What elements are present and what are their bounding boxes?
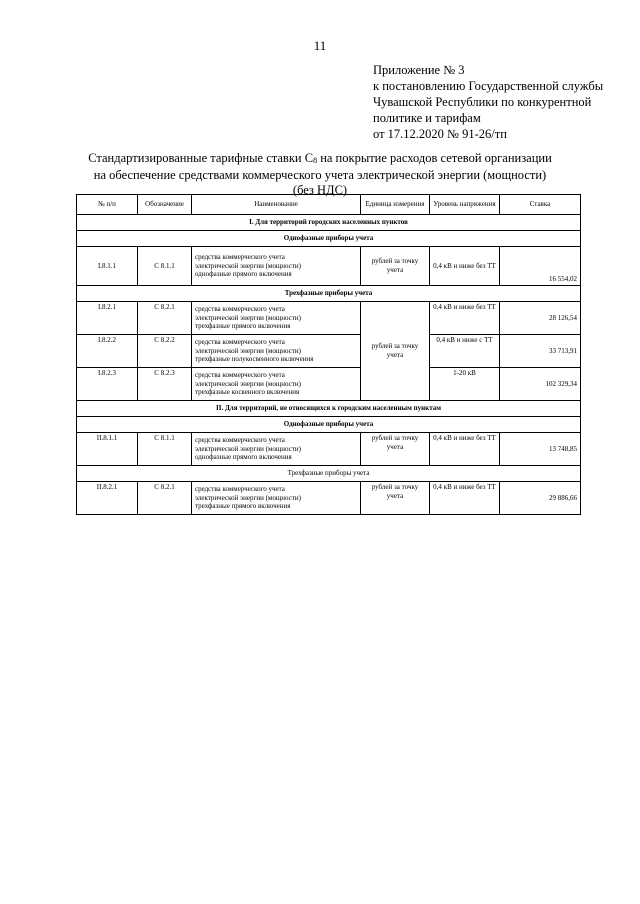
section-title: II. Для территорий, не относящихся к городским населенным пунктам (77, 401, 581, 417)
table-header-row (77, 195, 581, 215)
cell-unit: рублей за точку учета (361, 433, 430, 466)
cell-code: С 8.1.1 (138, 433, 192, 466)
cell-num: I.8.1.1 (77, 247, 138, 286)
title-line-1: Стандартизированные тарифные ставки $С_8$ на покрытие расходов сетевой организации (88, 151, 552, 165)
cell-num: II.8.2.1 (77, 482, 138, 515)
subsection-row (77, 466, 581, 482)
cell-unit: рублей за точку учета (361, 482, 430, 515)
appendix-line: политике и тарифам (373, 111, 481, 125)
appendix-line: к постановлению Государственной службы (373, 79, 604, 93)
cell-name: средства коммерческого учета электрической энергии (мощности) трехфазные прямого включения (192, 482, 361, 515)
cell-voltage: 0,4 кВ и ниже без ТТ (430, 302, 500, 335)
appendix-line: Чувашской Республики по конкурентной (373, 95, 592, 109)
cell-voltage: 0,4 кВ и ниже без ТТ (430, 482, 500, 515)
cell-code: С 8.1.1 (138, 247, 192, 286)
subsection-title: Трехфазные приборы учета (77, 466, 581, 482)
cell-num: I.8.2.3 (77, 368, 138, 401)
table-row (77, 433, 581, 466)
cell-rate: 33 713,91 (500, 335, 581, 368)
cell-name: средства коммерческого учета электрической энергии (мощности) однофазные прямого включения (192, 433, 361, 466)
subsection-title: Однофазные приборы учета (77, 417, 581, 433)
cell-voltage: 0,4 кВ и ниже с ТТ (430, 335, 500, 368)
cell-unit: рублей за точку учета (361, 302, 430, 401)
page-number: 11 (313, 38, 327, 53)
cell-rate: 28 126,54 (500, 302, 581, 335)
cell-num: I.8.2.2 (77, 335, 138, 368)
cell-code: С 8.2.1 (138, 482, 192, 515)
header-num: № п/п (77, 195, 138, 215)
cell-voltage: 1-20 кВ (430, 368, 500, 401)
section-title: I. Для территорий городских населенных пунктов (77, 215, 581, 231)
tariff-table (76, 194, 581, 515)
table-row (77, 247, 581, 286)
cell-name: средства коммерческого учета электрической энергии (мощности) трехфазные прямого включения (192, 302, 361, 335)
cell-name: средства коммерческого учета электрической энергии (мощности) трехфазные косвенного включения (192, 368, 361, 401)
subsection-row (77, 231, 581, 247)
cell-code: С 8.2.3 (138, 368, 192, 401)
cell-code: С 8.2.1 (138, 302, 192, 335)
subsection-row (77, 417, 581, 433)
header-unit: Единица измерения (361, 195, 430, 215)
cell-rate: 13 748,85 (500, 433, 581, 466)
appendix-block (373, 62, 635, 142)
table-row (77, 482, 581, 515)
appendix-line: от 17.12.2020 № 91-26/тп (373, 127, 507, 141)
title-line-3: (без НДС) (292, 183, 348, 197)
table-row (77, 335, 581, 368)
table-row (77, 368, 581, 401)
header-code: Обозначение (138, 195, 192, 215)
cell-rate: 29 886,66 (500, 482, 581, 515)
cell-code: С 8.2.2 (138, 335, 192, 368)
section-row (77, 401, 581, 417)
table-row (77, 302, 581, 335)
header-voltage: Уровень напряжения (430, 195, 500, 215)
cell-name: средства коммерческого учета электрической энергии (мощности) трехфазные полукосвенного включения (192, 335, 361, 368)
subsection-title: Однофазные приборы учета (77, 231, 581, 247)
cell-num: I.8.2.1 (77, 302, 138, 335)
section-row (77, 215, 581, 231)
cell-rate: 102 329,34 (500, 368, 581, 401)
cell-num: II.8.1.1 (77, 433, 138, 466)
subsection-row (77, 286, 581, 302)
cell-rate: 16 554,02 (500, 247, 581, 286)
header-name: Наименование (192, 195, 361, 215)
appendix-line: Приложение № 3 (373, 63, 465, 77)
cell-name: средства коммерческого учета электрической энергии (мощности) однофазные прямого включения (192, 247, 361, 286)
header-rate: Ставка (500, 195, 581, 215)
title-line-2: на обеспечение средствами коммерческого учета электрической энергии (мощности) (93, 168, 547, 182)
cell-unit: рублей за точку учета (361, 247, 430, 286)
cell-voltage: 0,4 кВ и ниже без ТТ (430, 433, 500, 466)
cell-voltage: 0,4 кВ и ниже без ТТ (430, 247, 500, 286)
subsection-title: Трехфазные приборы учета (77, 286, 581, 302)
document-title (60, 151, 580, 198)
